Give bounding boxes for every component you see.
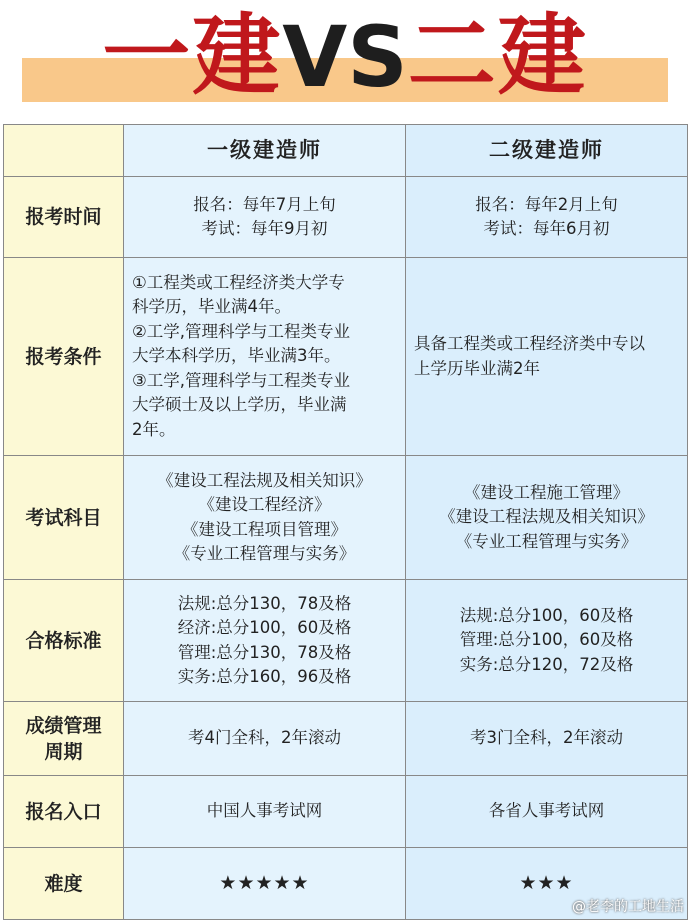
table-row [4, 258, 688, 456]
row-label: 成绩管理 周期 [4, 702, 124, 776]
table-row [4, 702, 688, 776]
comparison-table [3, 124, 688, 920]
level1-cell: ①工程类或工程经济类大学专 科学历，毕业满4年。 ②工学,管理科学与工程类专业 大学本科学历，毕业满3年。 ③工学,管理科学与工程类专业 大学硕士及以上学历，毕业满 2年。 [124, 258, 406, 456]
level2-cell: 法规:总分100，60及格 管理:总分100，60及格 实务:总分120，72及格 [406, 580, 688, 702]
level1-cell: 法规:总分130，78及格 经济:总分100，60及格 管理:总分130，78及格 实务:总分160，96及格 [124, 580, 406, 702]
page-title [0, 0, 690, 118]
row-label: 难度 [4, 848, 124, 920]
header-level2: 二级建造师 [406, 125, 688, 177]
table-row [4, 177, 688, 258]
header-level1: 一级建造师 [124, 125, 406, 177]
title-second: 二建 [407, 4, 588, 107]
level1-cell: 报名：每年7月上旬 考试：每年9月初 [124, 177, 406, 258]
table-row [4, 580, 688, 702]
header-row [4, 125, 688, 177]
row-label: 报考时间 [4, 177, 124, 258]
row-label: 考试科目 [4, 456, 124, 580]
header-corner [4, 125, 124, 177]
level2-cell: 考3门全科，2年滚动 [406, 702, 688, 776]
table-row [4, 456, 688, 580]
watermark: @老李的工地生活 [572, 899, 684, 915]
level1-cell: 中国人事考试网 [124, 776, 406, 848]
level2-cell: 各省人事考试网 [406, 776, 688, 848]
row-label: 合格标准 [4, 580, 124, 702]
level1-cell: 考4门全科，2年滚动 [124, 702, 406, 776]
title-vs: VS [282, 8, 408, 106]
level2-difficulty-stars: ★★★ [406, 848, 688, 920]
table-row [4, 776, 688, 848]
level2-cell: 报名：每年2月上旬 考试：每年6月初 [406, 177, 688, 258]
level1-cell: 《建设工程法规及相关知识》 《建设工程经济》 《建设工程项目管理》 《专业工程管理与实务》 [124, 456, 406, 580]
title-first: 一建 [102, 4, 283, 107]
level2-cell: 《建设工程施工管理》 《建设工程法规及相关知识》 《专业工程管理与实务》 [406, 456, 688, 580]
row-label: 报考条件 [4, 258, 124, 456]
row-label: 报名入口 [4, 776, 124, 848]
level2-cell: 具备工程类或工程经济类中专以 上学历毕业满2年 [406, 258, 688, 456]
level1-difficulty-stars: ★★★★★ [124, 848, 406, 920]
